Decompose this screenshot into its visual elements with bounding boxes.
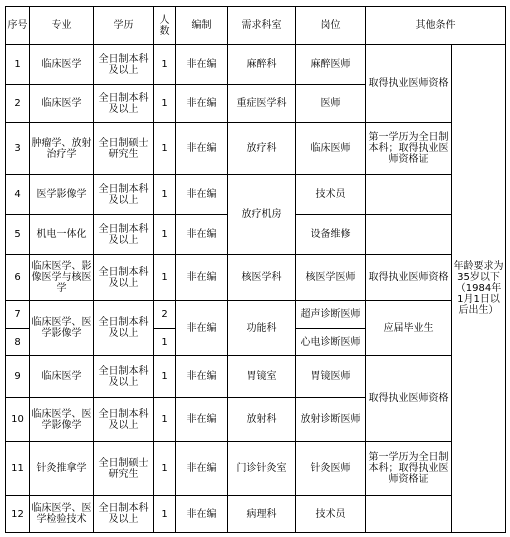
cell-position: 胃镜医师 bbox=[296, 356, 366, 398]
cell-education: 全日制本科及以上 bbox=[94, 175, 154, 215]
cell-count: 2 bbox=[154, 301, 176, 329]
cell-major: 临床医学 bbox=[30, 356, 94, 398]
cell-seq: 11 bbox=[6, 442, 30, 496]
cell-staffing: 非在编 bbox=[176, 45, 228, 85]
table-row bbox=[6, 442, 506, 496]
recruitment-table bbox=[5, 6, 506, 533]
cell-education: 全日制硕士研究生 bbox=[94, 442, 154, 496]
cell-education: 全日制本科及以上 bbox=[94, 356, 154, 398]
cell-count: 1 bbox=[154, 356, 176, 398]
header-other: 其他条件 bbox=[366, 7, 506, 45]
cell-major: 临床医学 bbox=[30, 45, 94, 85]
cell-dept: 放疗科 bbox=[228, 123, 296, 175]
cell-other bbox=[366, 496, 452, 533]
cell-count: 1 bbox=[154, 85, 176, 123]
table-row bbox=[6, 175, 506, 215]
table-row bbox=[6, 45, 506, 85]
cell-position: 医师 bbox=[296, 85, 366, 123]
cell-major: 临床医学、医学影像学 bbox=[30, 398, 94, 442]
cell-major: 医学影像学 bbox=[30, 175, 94, 215]
cell-other bbox=[366, 215, 452, 255]
cell-count: 1 bbox=[154, 496, 176, 533]
cell-major: 针灸推拿学 bbox=[30, 442, 94, 496]
cell-count: 1 bbox=[154, 398, 176, 442]
cell-education: 全日制本科及以上 bbox=[94, 496, 154, 533]
cell-dept: 病理科 bbox=[228, 496, 296, 533]
cell-seq: 6 bbox=[6, 255, 30, 301]
cell-dept: 胃镜室 bbox=[228, 356, 296, 398]
header-position: 岗位 bbox=[296, 7, 366, 45]
cell-count: 1 bbox=[154, 123, 176, 175]
cell-seq: 12 bbox=[6, 496, 30, 533]
cell-other bbox=[366, 175, 452, 215]
cell-other: 取得执业医师资格 bbox=[366, 255, 452, 301]
cell-position: 核医学医师 bbox=[296, 255, 366, 301]
cell-position: 技术员 bbox=[296, 175, 366, 215]
cell-seq: 2 bbox=[6, 85, 30, 123]
cell-seq: 4 bbox=[6, 175, 30, 215]
cell-dept: 麻醉科 bbox=[228, 45, 296, 85]
cell-count: 1 bbox=[154, 255, 176, 301]
cell-seq: 8 bbox=[6, 329, 30, 356]
cell-staffing: 非在编 bbox=[176, 301, 228, 356]
cell-major: 临床医学、影像医学与核医学 bbox=[30, 255, 94, 301]
cell-position: 技术员 bbox=[296, 496, 366, 533]
cell-staffing: 非在编 bbox=[176, 356, 228, 398]
cell-staffing: 非在编 bbox=[176, 123, 228, 175]
header-dept: 需求科室 bbox=[228, 7, 296, 45]
cell-seq: 9 bbox=[6, 356, 30, 398]
cell-education: 全日制本科及以上 bbox=[94, 255, 154, 301]
cell-count: 1 bbox=[154, 45, 176, 85]
cell-education: 全日制本科及以上 bbox=[94, 301, 154, 356]
cell-other: 取得执业医师资格 bbox=[366, 45, 452, 123]
table-row bbox=[6, 301, 506, 329]
cell-position: 放射诊断医师 bbox=[296, 398, 366, 442]
cell-staffing: 非在编 bbox=[176, 442, 228, 496]
cell-other: 第一学历为全日制本科；取得执业医师资格证 bbox=[366, 123, 452, 175]
cell-count: 1 bbox=[154, 329, 176, 356]
cell-other: 第一学历为全日制本科；取得执业医师资格证 bbox=[366, 442, 452, 496]
cell-count: 1 bbox=[154, 442, 176, 496]
table-row bbox=[6, 356, 506, 398]
cell-staffing: 非在编 bbox=[176, 215, 228, 255]
cell-dept: 门诊针灸室 bbox=[228, 442, 296, 496]
cell-seq: 3 bbox=[6, 123, 30, 175]
cell-major: 临床医学、医学影像学 bbox=[30, 301, 94, 356]
cell-position: 针灸医师 bbox=[296, 442, 366, 496]
table-row bbox=[6, 255, 506, 301]
cell-staffing: 非在编 bbox=[176, 175, 228, 215]
cell-education: 全日制本科及以上 bbox=[94, 398, 154, 442]
cell-position: 设备维修 bbox=[296, 215, 366, 255]
cell-dept: 核医学科 bbox=[228, 255, 296, 301]
cell-seq: 7 bbox=[6, 301, 30, 329]
cell-count: 1 bbox=[154, 215, 176, 255]
cell-staffing: 非在编 bbox=[176, 255, 228, 301]
recruitment-table-wrapper bbox=[5, 6, 505, 532]
cell-major: 肿瘤学、放射治疗学 bbox=[30, 123, 94, 175]
cell-major: 机电一体化 bbox=[30, 215, 94, 255]
header-staffing: 编制 bbox=[176, 7, 228, 45]
table-row bbox=[6, 123, 506, 175]
cell-position: 心电诊断医师 bbox=[296, 329, 366, 356]
cell-education: 全日制硕士研究生 bbox=[94, 123, 154, 175]
cell-staffing: 非在编 bbox=[176, 85, 228, 123]
header-row bbox=[6, 7, 506, 45]
cell-major: 临床医学、医学检验技术 bbox=[30, 496, 94, 533]
header-major: 专业 bbox=[30, 7, 94, 45]
header-education: 学历 bbox=[94, 7, 154, 45]
cell-seq: 1 bbox=[6, 45, 30, 85]
cell-position: 临床医师 bbox=[296, 123, 366, 175]
table-row bbox=[6, 496, 506, 533]
cell-position: 麻醉医师 bbox=[296, 45, 366, 85]
cell-education: 全日制本科及以上 bbox=[94, 215, 154, 255]
cell-staffing: 非在编 bbox=[176, 398, 228, 442]
cell-other: 取得执业医师资格 bbox=[366, 356, 452, 442]
cell-major: 临床医学 bbox=[30, 85, 94, 123]
cell-position: 超声诊断医师 bbox=[296, 301, 366, 329]
cell-dept: 功能科 bbox=[228, 301, 296, 356]
cell-seq: 10 bbox=[6, 398, 30, 442]
cell-dept: 放疗机房 bbox=[228, 175, 296, 255]
age-requirement: 年龄要求为35岁以下（1984年1月1日以后出生） bbox=[452, 45, 506, 533]
cell-other: 应届毕业生 bbox=[366, 301, 452, 356]
cell-dept: 放射科 bbox=[228, 398, 296, 442]
cell-education: 全日制本科及以上 bbox=[94, 85, 154, 123]
header-count: 人数 bbox=[154, 7, 176, 45]
cell-staffing: 非在编 bbox=[176, 496, 228, 533]
cell-dept: 重症医学科 bbox=[228, 85, 296, 123]
cell-education: 全日制本科及以上 bbox=[94, 45, 154, 85]
header-seq: 序号 bbox=[6, 7, 30, 45]
cell-count: 1 bbox=[154, 175, 176, 215]
cell-seq: 5 bbox=[6, 215, 30, 255]
